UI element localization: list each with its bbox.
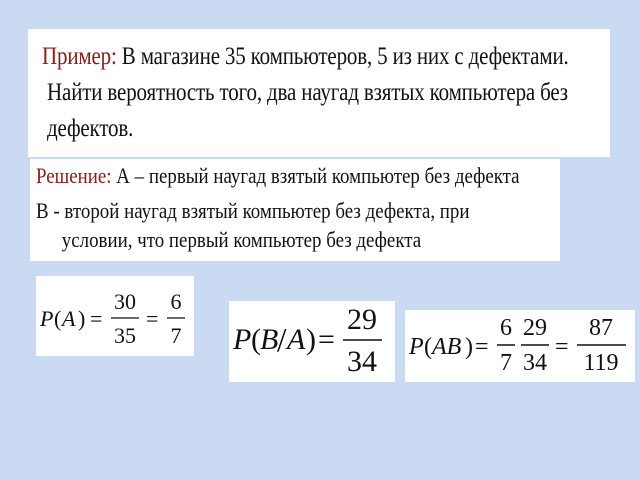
pa-close-paren: )	[78, 306, 86, 331]
solution-text-3: условии, что первый компьютер без дефекта	[61, 227, 422, 252]
solution-label: Решение:	[36, 163, 112, 188]
pab-num3: 87	[589, 315, 613, 341]
pba-den: 34	[347, 345, 377, 378]
pab-close-paren: )	[465, 334, 473, 360]
pa-eq2: =	[146, 306, 159, 331]
pab-p: P	[409, 334, 424, 360]
pab-den3: 119	[583, 350, 619, 376]
formula-pba	[229, 301, 395, 382]
solution-line-1	[36, 161, 520, 190]
formula-pa	[36, 276, 194, 356]
pab-num2: 29	[523, 315, 547, 341]
pba-open-paren: (	[251, 323, 261, 356]
pab-den1: 7	[500, 350, 512, 376]
formula-pa-box	[36, 276, 194, 356]
problem-text-2: Найти вероятность того, два наугад взятых компьютера без	[47, 79, 568, 106]
solution-text-2: В - второй наугад взятый компьютер без дефекта, при	[36, 198, 470, 223]
pba-arg1: B	[260, 323, 279, 356]
problem-line-1	[42, 39, 569, 75]
pab-arg: AB	[432, 334, 462, 360]
pa-arg: A	[62, 306, 76, 331]
formula-pba-box	[229, 301, 395, 382]
pa-den2: 7	[170, 323, 182, 348]
pab-num1: 6	[500, 315, 512, 341]
pab-eq1: =	[475, 334, 489, 360]
pa-open-paren: (	[54, 306, 62, 331]
pba-slash: /	[277, 322, 287, 359]
problem-text-1: В магазине 35 компьютеров, 5 из них с дефектами.	[121, 43, 569, 70]
formula-pab-box	[405, 310, 635, 382]
problem-box	[28, 29, 610, 157]
pa-den1: 35	[114, 323, 136, 348]
pab-den2: 34	[523, 350, 547, 376]
formula-pab	[405, 310, 635, 382]
pa-num2: 6	[170, 289, 182, 314]
solution-box	[30, 159, 560, 261]
pa-num1: 30	[114, 289, 136, 314]
pba-p: P	[233, 323, 252, 356]
problem-label: Пример:	[42, 43, 117, 70]
pab-eq2: =	[555, 334, 569, 360]
solution-text-1: А – первый наугад взятый компьютер без дефекта	[116, 163, 520, 188]
problem-text-3: дефектов.	[47, 115, 134, 142]
pa-eq1: =	[90, 306, 103, 331]
pa-p: P	[40, 306, 54, 331]
pba-eq: =	[318, 323, 335, 356]
pba-arg2: A	[287, 323, 306, 356]
pab-open-paren: (	[424, 334, 432, 360]
pba-num: 29	[347, 303, 377, 336]
pba-close-paren: )	[306, 323, 316, 356]
